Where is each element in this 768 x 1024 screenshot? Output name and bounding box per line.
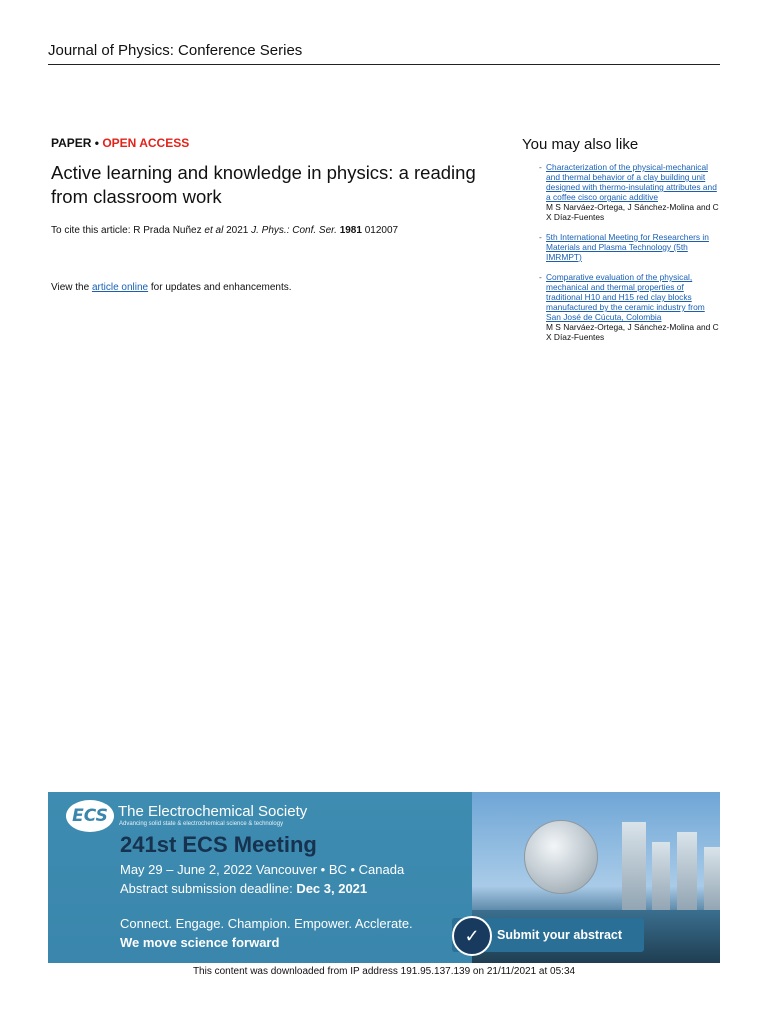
related-link[interactable]: Characterization of the physical-mechanical and thermal behavior of a clay building unit designed with thermo-insulating attributes and a coffee cisco organic additive <box>546 162 717 202</box>
paper-label <box>51 136 189 150</box>
check-icon: ✓ <box>452 916 492 956</box>
deadline-label: Abstract submission deadline: <box>120 881 297 896</box>
citation-line <box>51 225 398 236</box>
cite-journal: J. Phys.: Conf. Ser. <box>251 225 337 236</box>
view-online-line <box>51 282 292 293</box>
label-separator: • <box>91 136 103 150</box>
deadline-date: Dec 3, 2021 <box>296 881 368 896</box>
cite-etal: et al <box>204 225 224 236</box>
related-link[interactable]: Comparative evaluation of the physical, mechanical and thermal properties of traditional H10 and H15 red clay blocks manufactured by the ceramic industry from San José de Cúcuta, Colombia <box>546 272 705 322</box>
meeting-title: 241st ECS Meeting <box>120 832 317 857</box>
science-world-dome <box>524 820 598 894</box>
related-item <box>539 162 721 222</box>
download-note: This content was downloaded from IP address 191.95.137.139 on 21/11/2021 at 05:34 <box>192 966 576 977</box>
list-dash: - <box>539 232 542 242</box>
article-title: Active learning and knowledge in physics: a reading from classroom work <box>51 162 476 207</box>
building <box>677 832 697 914</box>
cite-prefix: To cite this article: R Prada Nuñez <box>51 225 205 236</box>
slogan: Connect. Engage. Champion. Empower. Acclerate. <box>120 916 413 931</box>
cite-volume: 1981 <box>339 225 362 236</box>
related-articles-list <box>539 162 721 352</box>
view-suffix: for updates and enhancements. <box>148 282 292 293</box>
building <box>622 822 646 914</box>
cite-year: 2021 <box>223 225 252 236</box>
also-like-title: You may also like <box>522 136 639 153</box>
ecs-logo: ECS <box>66 800 114 832</box>
building <box>652 842 670 914</box>
view-prefix: View the <box>51 282 92 293</box>
submit-abstract-label: Submit your abstract <box>497 928 623 942</box>
society-tagline: Advancing solid state & electrochemical science & technology <box>119 821 284 827</box>
list-dash: - <box>539 272 542 282</box>
related-link[interactable]: 5th International Meeting for Researchers in Materials and Plasma Technology (5th IMRMPT) <box>546 232 709 262</box>
related-authors: M S Narváez-Ortega, J Sánchez-Molina and C X Díaz-Fuentes <box>546 202 719 222</box>
meeting-dates: May 29 – June 2, 2022 Vancouver • BC • Canada <box>120 862 405 877</box>
submission-deadline <box>120 881 367 896</box>
science-tagline: We move science forward <box>120 935 280 950</box>
building <box>704 847 720 914</box>
related-authors: M S Narváez-Ortega, J Sánchez-Molina and C X Díaz-Fuentes <box>546 322 719 342</box>
ecs-ad-banner[interactable] <box>48 792 720 963</box>
article-online-link[interactable]: article online <box>91 282 149 293</box>
open-access-badge: OPEN ACCESS <box>102 136 190 150</box>
list-dash: - <box>539 162 542 172</box>
paper-type: PAPER <box>51 136 92 150</box>
related-item <box>539 272 721 342</box>
related-item <box>539 232 721 262</box>
cite-number: 012007 <box>361 225 399 236</box>
society-name: The Electrochemical Society <box>118 803 308 820</box>
journal-header: Journal of Physics: Conference Series <box>48 42 720 65</box>
